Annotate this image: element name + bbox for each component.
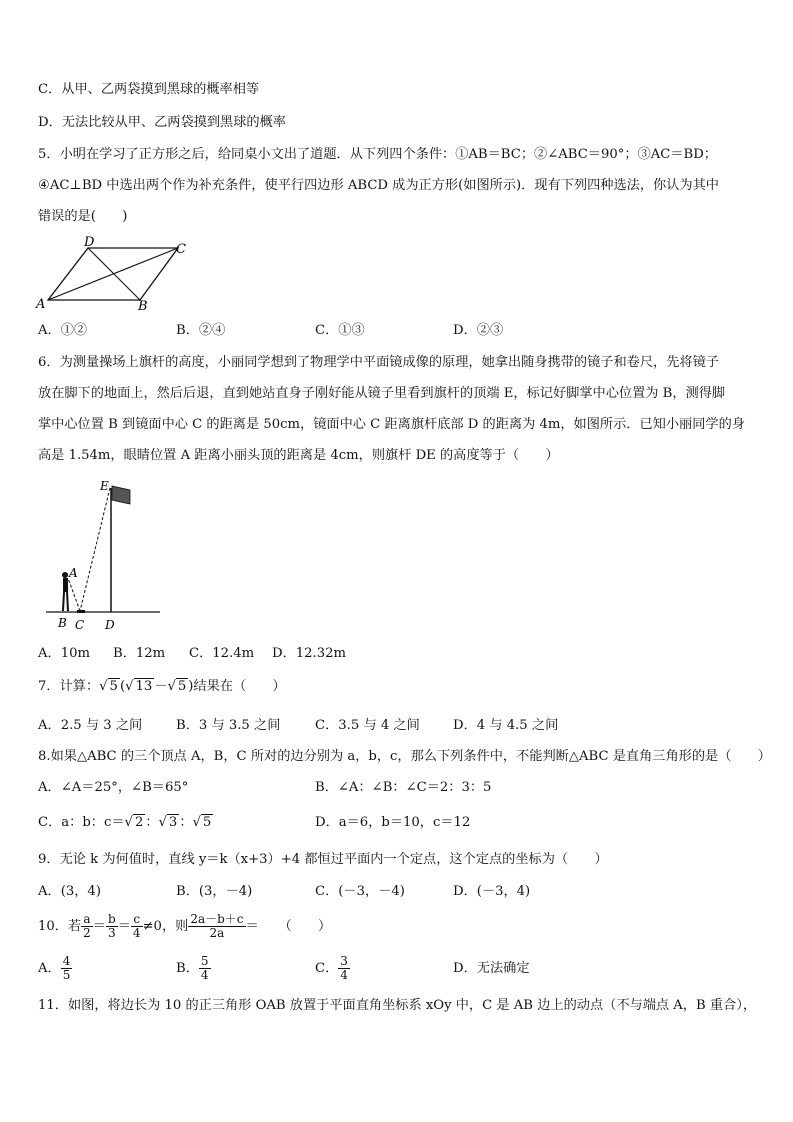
q8-option-b: B．∠A：∠B：∠C＝2：3：5 [315,780,492,795]
q6-label-c: C [75,618,85,632]
q7-prefix: 7．计算： [38,679,100,694]
q4-option-d: D．无法比较从甲、乙两袋摸到黑球的概率 [38,115,286,130]
q5-option-b: B．②④ [176,323,226,338]
q6-stem-line4: 高是 1.54m，眼睛位置 A 距离小丽头顶的距离是 4cm，则旗杆 DE 的高度等于（ ） [38,448,559,463]
q7-suffix: 结果在（ ） [193,679,286,694]
q7-stem [38,678,286,696]
q5-label-d: D [84,235,95,250]
q8-option-c-r3: 5 [202,815,212,830]
q6-option-c: C．12.4m [189,646,255,661]
q10-option-c: C． $\frac{3}{4}$ [315,954,348,982]
q6-label-d: D [105,618,115,632]
q10-fraction-a-2: $\frac{a}{2}$ [83,912,91,940]
q5-option-a: A．①② [38,323,88,338]
q6-label-b: B [58,616,67,630]
q8-stem: 8.如果△ABC 的三个顶点 A，B，C 所对的边分别为 a，b，c，那么下列条件中，不能判断△ABC 是直角三角形的是（ ） [38,749,771,764]
q8-option-a: A．∠A＝25°，∠B＝65° [38,780,189,795]
q7-option-b: B．3 与 3.5 之间 [176,718,281,733]
q7-radicand-b: 13 [135,679,153,694]
q5-option-d: D．②③ [453,323,504,338]
q8-option-c: C．a：b：c＝√ 2 ：√ 3 ：√ 5 [38,815,212,830]
q5-stem-line1: 5．小明在学习了正方形之后，给同桌小文出了道题．从下列四个条件：①AB＝BC；②∠ABC＝90°；③AC＝BD； [38,147,717,162]
q5-label-c: C [176,242,186,257]
flag-icon [112,486,130,504]
q5-stem-line3: 错误的是( ) [38,209,128,224]
q10-tail: ＝ （ ） [245,919,332,934]
q9-option-b: B．(3，－4) [176,884,253,899]
q6-label-a: A [69,566,78,580]
q5-parallelogram-figure [30,234,200,312]
q8-option-c-r1: 2 [134,815,144,830]
q10-option-d: D．无法确定 [453,961,530,976]
q10-stem: 10．若 $\frac{a}{2}$ ＝ $\frac{b}{3}$ ＝ $\frac{c}{4}$ ≠0，则 $\frac{2a-b+c}{2a}$ ＝ （ ） [38,912,332,940]
mirror-icon [77,610,85,613]
q5-label-a: A [36,297,46,312]
q7-expression: √ 5 (√ 13 －√ 5 ) [99,679,194,694]
q11-stem: 11．如图，将边长为 10 的正三角形 OAB 放置于平面直角坐标系 xOy 中，C 是 AB 边上的动点（不与端点 A，B 重合）， [38,998,757,1013]
q9-option-c: C．(－3，－4) [315,884,405,899]
q8-option-c-r2: 3 [168,815,178,830]
q8-option-d: D．a＝6，b＝10，c＝12 [315,815,471,830]
q9-option-d: D．(－3，4) [453,884,531,899]
q10-neq: ≠0，则 [142,919,189,934]
girl-figure-icon [62,572,68,611]
q7-radicand-c: 5 [177,679,187,694]
q9-stem: 9．无论 k 为何值时，直线 y＝k（x+3）+4 都恒过平面内一个定点，这个定点的坐标为（ ） [38,852,608,867]
q6-stem-line3: 掌中心位置 B 到镜面中心 C 的距离是 50cm，镜面中心 C 距离旗杆底部 D 的距离为 4m，如图所示．已知小丽同学的身 [38,417,745,432]
q10-option-a: A． $\frac{4}{5}$ [38,954,71,982]
q7-option-c: C．3.5 与 4 之间 [315,718,420,733]
q7-radicand-a: 5 [109,679,118,694]
q10-fraction-c-4: $\frac{c}{4}$ [132,912,141,940]
q5-stem-line2: ④AC⊥BD 中选出两个作为补充条件，使平行四边形 ABCD 成为正方形(如图所示)．现有下列四种选法，你认为其中 [38,178,719,193]
q4-option-c: C．从甲、乙两袋摸到黑球的概率相等 [38,82,260,97]
q6-flagpole-figure [40,474,170,634]
q10-option-b: B． $\frac{5}{4}$ [176,954,209,982]
q10-fraction-b-3: $\frac{b}{3}$ [107,912,116,940]
q6-stem-line2: 放在脚下的地面上，然后后退，直到她站直身子刚好能从镜子里看到旗杆的顶端 E，标记好脚掌中心位置为 B，测得脚 [38,386,726,401]
q6-option-a: A．10m [38,646,90,661]
q9-option-a: A．(3，4) [38,884,101,899]
q5-option-c: C．①③ [315,323,365,338]
q7-option-a: A．2.5 与 3 之间 [38,718,143,733]
q5-label-b: B [138,299,148,312]
q6-label-e: E [100,479,109,493]
q6-option-d: D．12.32m [272,646,347,661]
q10-target-fraction: $\frac{2a-b+c}{2a}$ [190,912,244,940]
q6-stem-line1: 6．为测量操场上旗杆的高度，小丽同学想到了物理学中平面镜成像的原理，她拿出随身携带的镜子和卷尺，先将镜子 [38,355,719,370]
q8-option-c-prefix: C．a：b：c＝ [38,815,125,830]
q7-option-d: D．4 与 4.5 之间 [453,718,559,733]
q6-option-b: B．12m [113,646,166,661]
q10-prefix: 10．若 [38,919,82,934]
